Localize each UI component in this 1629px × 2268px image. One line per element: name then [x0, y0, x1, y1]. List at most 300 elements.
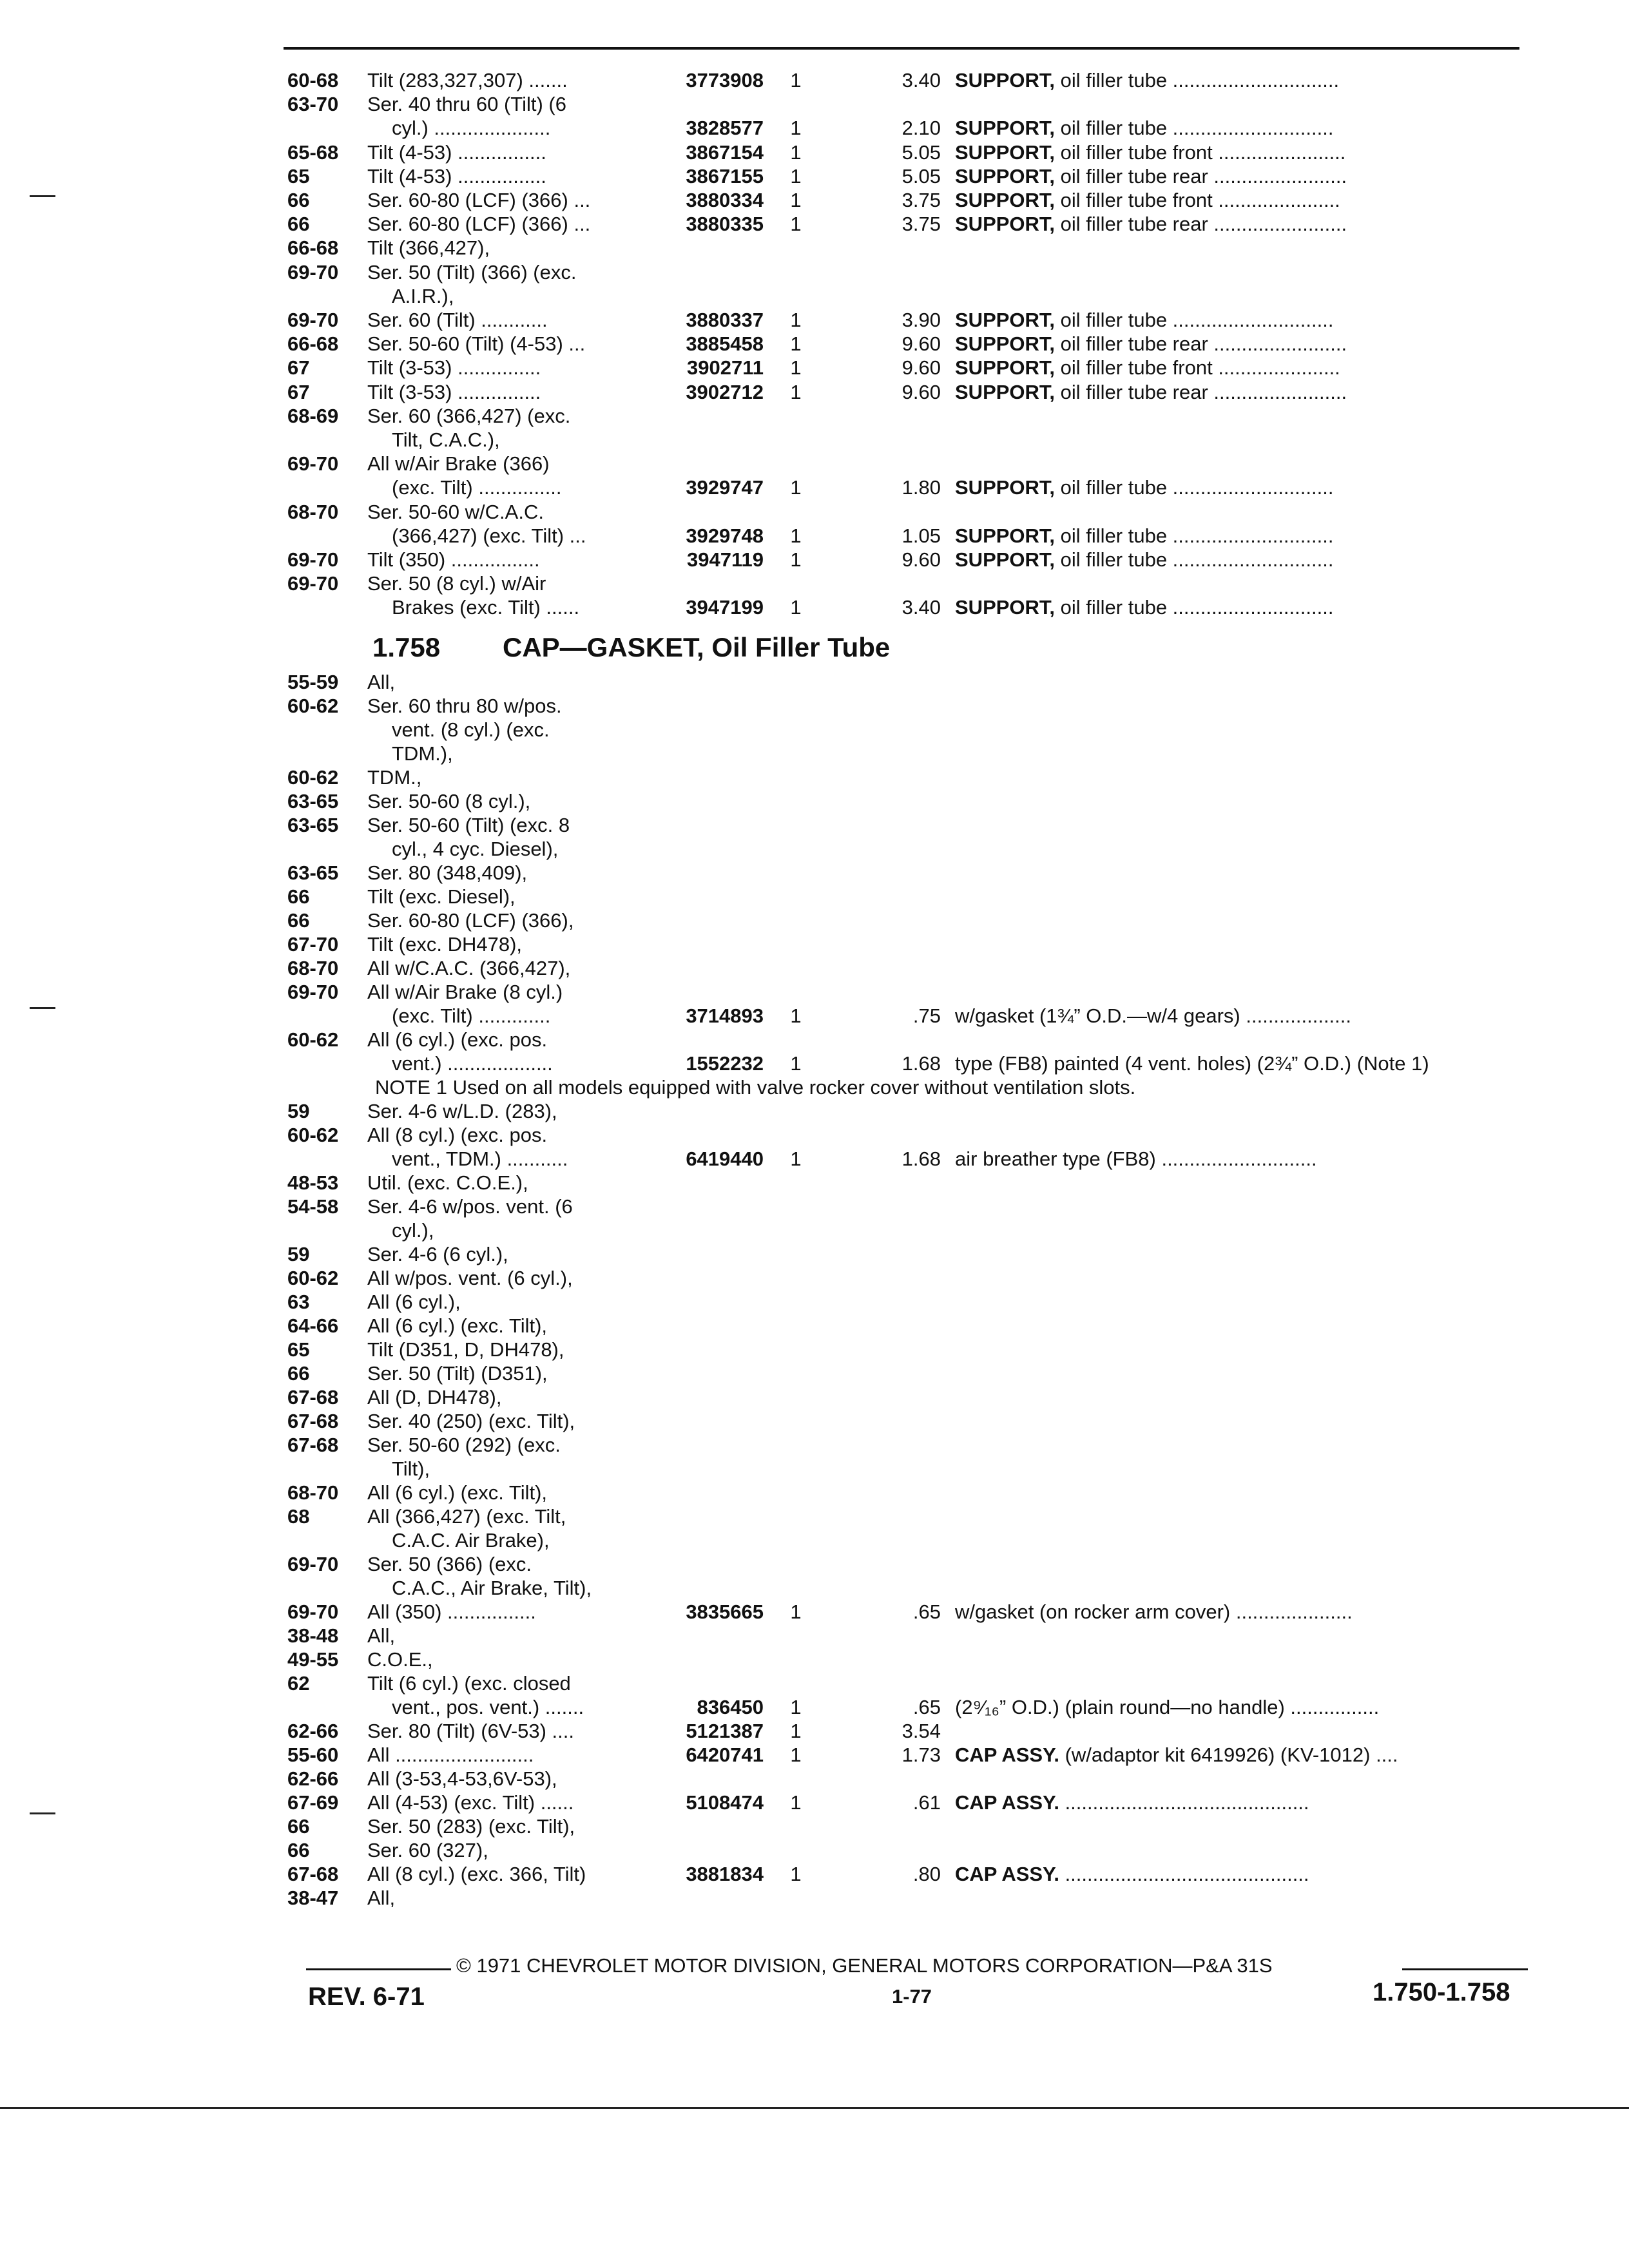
- part-number: 3835665: [686, 1600, 764, 1623]
- footnote-text: NOTE 1 Used on all models equipped with valve rocker cover without ventilation slots.: [375, 1076, 1136, 1099]
- description-keyword: CAP ASSY.: [955, 1791, 1059, 1814]
- price: 3.54: [901, 1720, 941, 1742]
- model-years: 68: [287, 1505, 310, 1528]
- application: (366,427) (exc. Tilt) ...: [392, 524, 586, 547]
- description-keyword: SUPPORT,: [955, 164, 1055, 187]
- description: [955, 1147, 1317, 1171]
- table-row: [0, 1147, 1629, 1171]
- table-row: [0, 956, 1629, 981]
- table-row: [0, 188, 1629, 213]
- application: Ser. 4-6 (6 cyl.),: [367, 1243, 508, 1265]
- price: 9.60: [901, 332, 941, 356]
- table-row: [0, 1338, 1629, 1362]
- model-years: 48-53: [287, 1171, 339, 1194]
- price: 5.05: [901, 140, 941, 164]
- part-number: 5108474: [686, 1791, 764, 1814]
- application: All (8 cyl.) (exc. 366, Tilt): [367, 1863, 586, 1885]
- table-row: [0, 1743, 1629, 1767]
- model-years: 60-62: [287, 766, 339, 789]
- application: cyl., 4 cyc. Diesel),: [392, 838, 559, 860]
- table-row: [0, 742, 1629, 766]
- model-years: 66: [287, 213, 310, 236]
- table-row: [0, 1528, 1629, 1553]
- quantity: 1: [790, 476, 802, 499]
- table-row: [0, 1648, 1629, 1672]
- quantity: 1: [790, 356, 802, 380]
- price: 3.90: [901, 309, 941, 331]
- quantity: 1: [790, 117, 802, 140]
- application: Ser. 50-60 (Tilt) (4-53) ...: [367, 332, 586, 356]
- table-row: [0, 236, 1629, 260]
- application: Ser. 80 (Tilt) (6V-53) ....: [367, 1720, 575, 1742]
- model-years: 67: [287, 356, 310, 380]
- description-text: w/gasket (on rocker arm cover) .....................: [955, 1600, 1353, 1623]
- table-row: [0, 1028, 1629, 1052]
- table-row: [0, 524, 1629, 548]
- table-row: [0, 1171, 1629, 1195]
- table-row: [0, 1862, 1629, 1887]
- model-years: 66-68: [287, 236, 339, 260]
- price: 1.80: [901, 476, 941, 499]
- table-row: [0, 1218, 1629, 1243]
- description-text: oil filler tube front .......................: [1055, 140, 1346, 164]
- application: All (D, DH478),: [367, 1386, 502, 1408]
- table-row: [0, 1242, 1629, 1267]
- application: vent.) ...................: [392, 1052, 553, 1075]
- group-title: CAP—GASKET, Oil Filler Tube: [503, 632, 891, 662]
- price: 5.05: [901, 164, 941, 187]
- application: All,: [367, 1624, 396, 1647]
- description: [955, 164, 1347, 189]
- application: vent., pos. vent.) .......: [392, 1696, 584, 1718]
- quantity: 1: [790, 524, 802, 547]
- price: .80: [912, 1863, 941, 1885]
- description: [955, 595, 1333, 620]
- price: 1.68: [901, 1052, 941, 1075]
- quantity: 1: [790, 140, 802, 164]
- table-row: [0, 1433, 1629, 1457]
- model-years: 69-70: [287, 981, 339, 1003]
- model-years: 38-48: [287, 1624, 339, 1647]
- application: Ser. 40 (250) (exc. Tilt),: [367, 1410, 575, 1432]
- table-row: [0, 68, 1629, 93]
- description-keyword: SUPPORT,: [955, 189, 1055, 211]
- application: Brakes (exc. Tilt) ......: [392, 596, 580, 619]
- application: cyl.),: [392, 1219, 434, 1242]
- application: Ser. 50 (283) (exc. Tilt),: [367, 1815, 575, 1838]
- part-number: 3867155: [686, 164, 764, 187]
- part-number: 5121387: [686, 1720, 764, 1742]
- quantity: 1: [790, 596, 802, 619]
- price: 3.40: [901, 69, 941, 91]
- part-number: 3947119: [687, 548, 764, 571]
- table-row: [0, 932, 1629, 957]
- model-years: 64-66: [287, 1314, 339, 1337]
- application: All (8 cyl.) (exc. pos.: [367, 1124, 548, 1146]
- description-text: ............................................: [1059, 1863, 1309, 1885]
- table-row: [0, 1052, 1629, 1076]
- model-years: 68-70: [287, 957, 339, 979]
- revision-date: REV. 6-71: [308, 1983, 425, 2011]
- part-number: 3929748: [686, 524, 764, 547]
- application: Ser. 50 (Tilt) (366) (exc.: [367, 260, 577, 284]
- application: Ser. 60 thru 80 w/pos.: [367, 695, 562, 717]
- description: [955, 212, 1347, 236]
- application: All (350) ................: [367, 1600, 536, 1623]
- application: Tilt (3-53) ...............: [367, 356, 541, 380]
- model-years: 63-65: [287, 814, 339, 836]
- application: Tilt (4-53) ................: [367, 140, 546, 164]
- table-row: [0, 789, 1629, 814]
- application: Ser. 40 thru 60 (Tilt) (6: [367, 93, 566, 116]
- price: 9.60: [901, 356, 941, 380]
- model-years: 54-58: [287, 1195, 339, 1218]
- table-row: [0, 260, 1629, 285]
- table-row: [0, 837, 1629, 861]
- model-years: 62: [287, 1672, 310, 1695]
- model-years: 62-66: [287, 1720, 339, 1742]
- application: All w/Air Brake (8 cyl.): [367, 981, 563, 1003]
- part-number: 3880335: [686, 213, 764, 236]
- description-text: (w/adaptor kit 6419926) (KV-1012) ....: [1059, 1744, 1398, 1766]
- top-rule: [284, 47, 1519, 50]
- table-row: [0, 1695, 1629, 1720]
- model-years: 60-62: [287, 1267, 339, 1289]
- description-keyword: CAP ASSY.: [955, 1744, 1059, 1766]
- description-text: (2⁹⁄₁₆” O.D.) (plain round—no handle) ................: [955, 1696, 1380, 1718]
- table-row: [0, 1624, 1629, 1648]
- application: All w/pos. vent. (6 cyl.),: [367, 1267, 573, 1289]
- application: Tilt (283,327,307) .......: [367, 69, 568, 91]
- price: 9.60: [901, 380, 941, 403]
- table-row: [0, 572, 1629, 596]
- application: vent., TDM.) ...........: [392, 1148, 568, 1170]
- application: TDM.,: [367, 766, 422, 789]
- description-keyword: SUPPORT,: [955, 524, 1055, 547]
- application: Ser. 50 (Tilt) (D351),: [367, 1362, 548, 1385]
- model-years: 69-70: [287, 452, 339, 476]
- part-number: 3714893: [686, 1004, 764, 1027]
- description: [955, 188, 1340, 213]
- description-text: ............................................: [1059, 1791, 1309, 1814]
- price: .65: [912, 1600, 941, 1623]
- model-years: 63-65: [287, 861, 339, 884]
- table-row: [0, 1838, 1629, 1863]
- table-row: [0, 861, 1629, 885]
- quantity: 1: [790, 1600, 802, 1623]
- table-row: [0, 548, 1629, 572]
- table-row: [0, 718, 1629, 742]
- application: Tilt (350) ................: [367, 548, 540, 571]
- model-years: 67-70: [287, 933, 339, 956]
- table-row: [0, 404, 1629, 428]
- description: [955, 1862, 1309, 1887]
- part-number: 3881834: [686, 1863, 764, 1885]
- model-years: 65: [287, 1338, 310, 1361]
- price: 3.40: [901, 596, 941, 619]
- price: 1.05: [901, 524, 941, 547]
- table-row: [0, 1814, 1629, 1839]
- description-text: oil filler tube rear ........................: [1055, 332, 1347, 356]
- model-years: 66: [287, 1815, 310, 1838]
- description-text: oil filler tube rear ........................: [1055, 164, 1347, 187]
- model-years: 49-55: [287, 1648, 339, 1671]
- description-text: oil filler tube .............................: [1055, 309, 1334, 331]
- application: Ser. 50-60 (292) (exc.: [367, 1434, 561, 1456]
- price: 9.60: [901, 548, 941, 571]
- description-text: oil filler tube .............................: [1055, 596, 1334, 619]
- price: 1.68: [901, 1148, 941, 1170]
- quantity: 1: [790, 213, 802, 236]
- application: (exc. Tilt) ...............: [392, 476, 562, 499]
- quantity: 1: [790, 1004, 802, 1027]
- part-number: 3880337: [686, 309, 764, 331]
- part-number: 3929747: [686, 476, 764, 499]
- application: A.I.R.),: [392, 284, 454, 307]
- table-row: [0, 670, 1629, 695]
- application: Ser. 50-60 (8 cyl.),: [367, 790, 531, 812]
- application: Ser. 60 (Tilt) ............: [367, 309, 548, 331]
- application: All (6 cyl.),: [367, 1291, 461, 1313]
- part-number: 6420741: [686, 1744, 764, 1766]
- model-years: 59: [287, 1100, 310, 1122]
- application: Ser. 50 (8 cyl.) w/Air: [367, 572, 546, 595]
- part-number: 836450: [697, 1696, 764, 1718]
- application: cyl.) .....................: [392, 117, 551, 140]
- table-row: [0, 1457, 1629, 1481]
- part-number: 3880334: [686, 189, 764, 211]
- description: [955, 1743, 1398, 1767]
- application: Ser. 60-80 (LCF) (366) ...: [367, 213, 591, 236]
- table-row: [0, 1767, 1629, 1791]
- quantity: 1: [790, 1148, 802, 1170]
- description: [955, 524, 1333, 548]
- description-keyword: SUPPORT,: [955, 213, 1055, 236]
- table-row: [0, 1385, 1629, 1410]
- description-text: oil filler tube .............................: [1055, 476, 1334, 499]
- quantity: 1: [790, 309, 802, 331]
- description-text: oil filler tube .............................: [1055, 117, 1334, 140]
- price: 3.75: [901, 213, 941, 236]
- description-keyword: SUPPORT,: [955, 332, 1055, 356]
- table-row: [0, 140, 1629, 165]
- description: [955, 356, 1340, 380]
- table-row: [0, 1004, 1629, 1028]
- description-text: w/gasket (1¾” O.D.—w/4 gears) ...................: [955, 1004, 1352, 1027]
- table-row: [0, 1719, 1629, 1744]
- table-row: [0, 308, 1629, 332]
- application: Tilt (366,427),: [367, 236, 490, 260]
- part-number: 3902712: [686, 380, 764, 403]
- application: All w/C.A.C. (366,427),: [367, 957, 571, 979]
- description: [955, 548, 1333, 572]
- quantity: 1: [790, 1744, 802, 1766]
- description-text: type (FB8) painted (4 vent. holes) (2¾” O.D.) (Note 1): [955, 1052, 1429, 1075]
- application: Tilt (exc. DH478),: [367, 933, 523, 956]
- quantity: 1: [790, 1052, 802, 1075]
- table-row: [0, 1552, 1629, 1577]
- model-years: 67-68: [287, 1386, 339, 1408]
- model-years: 66: [287, 1362, 310, 1385]
- model-years: 68-70: [287, 500, 339, 523]
- application: Ser. 50-60 w/C.A.C.: [367, 500, 544, 523]
- model-years: 69-70: [287, 1600, 339, 1623]
- model-years: 66-68: [287, 332, 339, 356]
- description-keyword: SUPPORT,: [955, 356, 1055, 380]
- table-row: [0, 1600, 1629, 1624]
- application: All (3-53,4-53,6V-53),: [367, 1767, 557, 1790]
- table-row: [0, 1409, 1629, 1434]
- model-years: 60-62: [287, 1124, 339, 1146]
- part-number: 3885458: [686, 332, 764, 356]
- table-row: [0, 1290, 1629, 1314]
- description-keyword: SUPPORT,: [955, 476, 1055, 499]
- application: Tilt (6 cyl.) (exc. closed: [367, 1672, 571, 1695]
- model-years: 69-70: [287, 1553, 339, 1575]
- table-row: [0, 164, 1629, 189]
- description-text: oil filler tube front ......................: [1055, 189, 1340, 211]
- table-row: [0, 694, 1629, 718]
- application: All (4-53) (exc. Tilt) ......: [367, 1791, 574, 1814]
- application: Ser. 50-60 (Tilt) (exc. 8: [367, 814, 570, 836]
- description: [955, 1052, 1429, 1076]
- table-row: [0, 908, 1629, 933]
- application: TDM.),: [392, 742, 453, 765]
- model-years: 67-68: [287, 1410, 339, 1432]
- application: All (6 cyl.) (exc. Tilt),: [367, 1314, 548, 1337]
- description-keyword: SUPPORT,: [955, 69, 1055, 91]
- application: Util. (exc. C.O.E.),: [367, 1171, 528, 1194]
- table-row: [0, 92, 1629, 117]
- description-keyword: CAP ASSY.: [955, 1863, 1059, 1885]
- part-number: 3902711: [687, 356, 764, 380]
- table-row: [0, 1886, 1629, 1910]
- quantity: 1: [790, 380, 802, 403]
- table-row: [0, 1123, 1629, 1148]
- part-number: 3828577: [686, 117, 764, 140]
- application: Tilt (D351, D, DH478),: [367, 1338, 564, 1361]
- description: [955, 1004, 1351, 1028]
- description: [955, 68, 1339, 93]
- model-years: 68-70: [287, 1481, 339, 1504]
- quantity: 1: [790, 1720, 802, 1742]
- application: Ser. 60-80 (LCF) (366),: [367, 909, 574, 932]
- description-text: oil filler tube .............................: [1055, 548, 1334, 571]
- description: [955, 332, 1347, 356]
- quantity: 1: [790, 164, 802, 187]
- description: [955, 1791, 1309, 1815]
- application: All (366,427) (exc. Tilt,: [367, 1505, 566, 1528]
- page-bottom-edge: [0, 2107, 1629, 2109]
- table-row: [0, 1099, 1629, 1124]
- price: 1.73: [901, 1744, 941, 1766]
- model-years: 66: [287, 189, 310, 211]
- application: Ser. 80 (348,409),: [367, 861, 528, 884]
- table-row: [0, 332, 1629, 356]
- description-text: oil filler tube .............................: [1055, 524, 1334, 547]
- description: [955, 140, 1345, 165]
- table-row: [0, 428, 1629, 452]
- description: [955, 380, 1347, 405]
- price: 3.75: [901, 189, 941, 211]
- table-row: [0, 284, 1629, 309]
- footer-rule-right: [1402, 1968, 1528, 1970]
- part-number: 6419440: [686, 1148, 764, 1170]
- application: All w/Air Brake (366): [367, 452, 550, 476]
- table-row: [0, 1481, 1629, 1505]
- model-years: 67-69: [287, 1791, 339, 1814]
- table-row: [0, 380, 1629, 405]
- page-number: 1-77: [892, 1985, 932, 2008]
- application: All (6 cyl.) (exc. Tilt),: [367, 1481, 548, 1504]
- description-keyword: SUPPORT,: [955, 117, 1055, 140]
- description-keyword: SUPPORT,: [955, 140, 1055, 164]
- model-years: 63-65: [287, 790, 339, 812]
- model-years: 68-69: [287, 404, 339, 427]
- model-years: 66: [287, 909, 310, 932]
- price: .65: [912, 1696, 941, 1718]
- description: [955, 116, 1333, 140]
- application: Ser. 4-6 w/pos. vent. (6: [367, 1195, 573, 1218]
- group-number: 1.758: [372, 632, 441, 662]
- copyright-line: © 1971 CHEVROLET MOTOR DIVISION, GENERAL MOTORS CORPORATION—P&A 31S: [456, 1954, 1273, 1977]
- model-years: 65-68: [287, 140, 339, 164]
- part-number: 3773908: [686, 69, 764, 91]
- quantity: 1: [790, 1791, 802, 1814]
- table-row: [0, 1791, 1629, 1815]
- model-years: 69-70: [287, 309, 339, 331]
- application: C.O.E.,: [367, 1648, 433, 1671]
- model-years: 60-68: [287, 69, 339, 91]
- model-years: 55-59: [287, 671, 339, 693]
- model-years: 62-66: [287, 1767, 339, 1790]
- price: .61: [912, 1791, 941, 1814]
- model-years: 69-70: [287, 260, 339, 284]
- section-range: 1.750-1.758: [1373, 1978, 1510, 2006]
- table-row: [0, 1075, 1629, 1100]
- description-text: oil filler tube ..............................: [1055, 69, 1340, 91]
- application: C.A.C., Air Brake, Tilt),: [392, 1577, 592, 1599]
- table-row: [0, 476, 1629, 500]
- quantity: 1: [790, 1696, 802, 1718]
- application: Tilt, C.A.C.),: [392, 428, 500, 451]
- application: All (6 cyl.) (exc. pos.: [367, 1028, 548, 1051]
- model-years: 67-68: [287, 1863, 339, 1885]
- table-row: [0, 595, 1629, 620]
- model-years: 63-70: [287, 93, 339, 116]
- description-keyword: SUPPORT,: [955, 596, 1055, 619]
- application: Tilt (exc. Diesel),: [367, 885, 516, 908]
- table-row: [0, 1671, 1629, 1696]
- description: [955, 1695, 1379, 1720]
- model-years: 60-62: [287, 695, 339, 717]
- table-row: [0, 500, 1629, 524]
- application: All .........................: [367, 1744, 534, 1766]
- application: vent. (8 cyl.) (exc.: [392, 718, 550, 741]
- part-number: 1552232: [686, 1052, 764, 1075]
- table-row: [0, 1195, 1629, 1219]
- model-years: 67-68: [287, 1434, 339, 1456]
- footer-rule-left: [306, 1968, 451, 1970]
- table-row: [0, 116, 1629, 140]
- description-text: air breather type (FB8) ............................: [955, 1148, 1317, 1170]
- table-row: [0, 885, 1629, 909]
- table-row: [0, 356, 1629, 380]
- price: 2.10: [901, 117, 941, 140]
- model-years: 69-70: [287, 548, 339, 571]
- table-row: [0, 212, 1629, 236]
- application: Ser. 50 (366) (exc.: [367, 1553, 532, 1575]
